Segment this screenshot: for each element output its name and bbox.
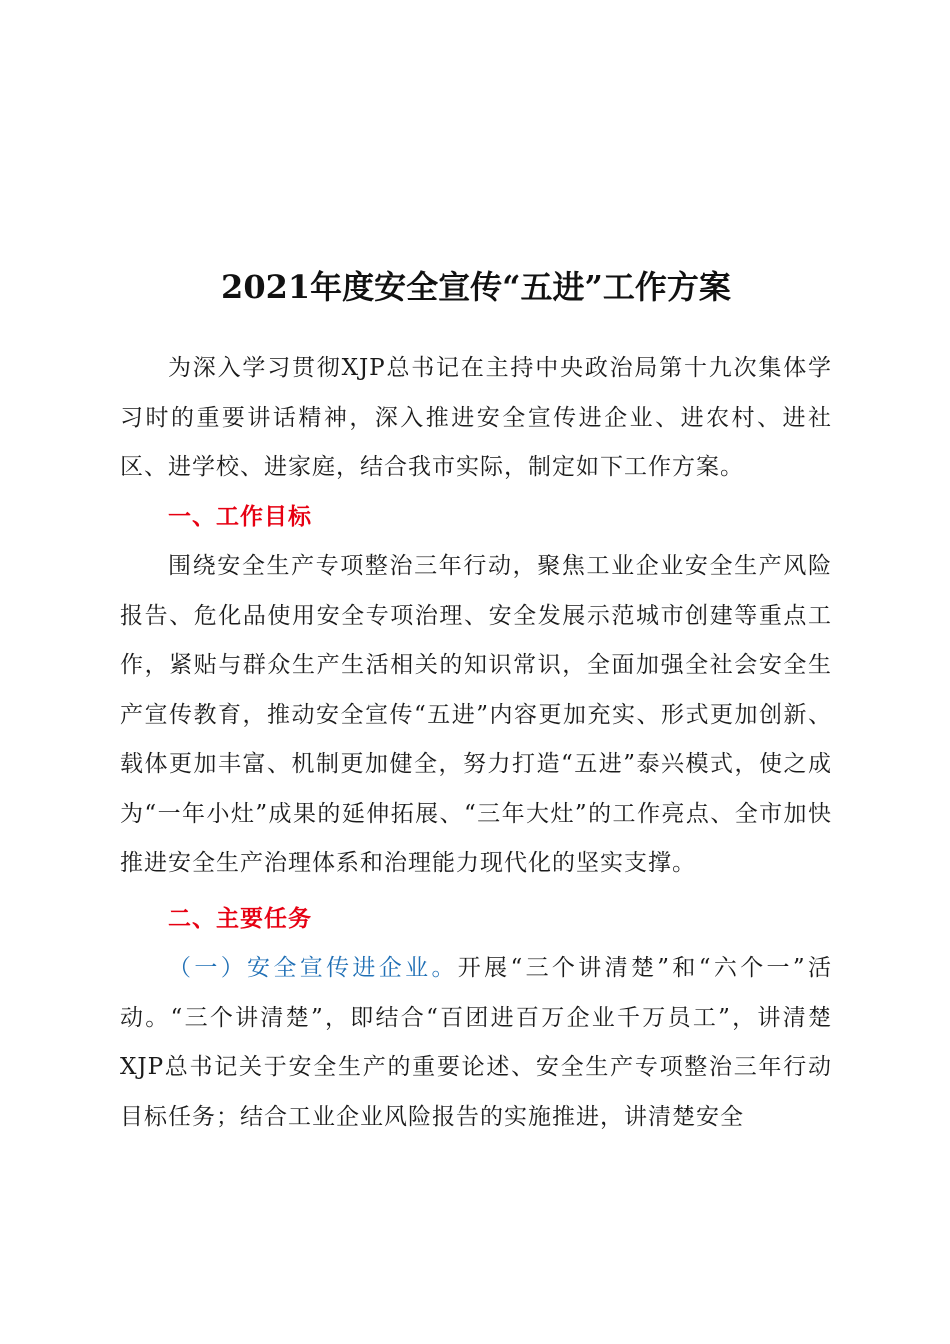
section-heading-tasks: 二、主要任务 [168,905,312,932]
subsection-heading-enterprise: （一）安全宣传进企业。 [168,955,458,981]
goals-paragraph: 围绕安全生产专项整治三年行动，聚焦工业企业安全生产风险报告、危化品使用安全专项治理、安全发展示范城市创建等重点工作，紧贴与群众生产生活相关的知识常识，全面加强全社会安全生产宣传教育，推动安全宣传“五进”内容更加充实、形式更加创新、载体更加丰富、机制更加健全，努力打造“五进”泰兴模式，使之成为“一年小灶”成果的延伸拓展、“三年大灶”的工作亮点、全市加快推进安全生产治理体系和治理能力现代化的坚实支撑。 [120,553,832,876]
document-title: 2021年度安全宣传“五进”工作方案 [221,268,731,306]
section-heading-goals: 一、工作目标 [168,503,312,530]
tasks-paragraph [120,944,832,1142]
intro-paragraph: 为深入学习贯彻XJP总书记在主持中央政治局第十九次集体学习时的重要讲话精神，深入推进安全宣传进企业、进农村、进社区、进学校、进家庭，结合我市实际，制定如下工作方案。 [120,355,832,480]
tasks-body-text: 开展“三个讲清楚”和“六个一”活动。“三个讲清楚”，即结合“百团进百万企业千万员工”，讲清楚XJP总书记关于安全生产的重要论述、安全生产专项整治三年行动目标任务；结合工业企业风险报告的实施推进，讲清楚安全 [120,955,832,1130]
document-content [120,256,832,1142]
